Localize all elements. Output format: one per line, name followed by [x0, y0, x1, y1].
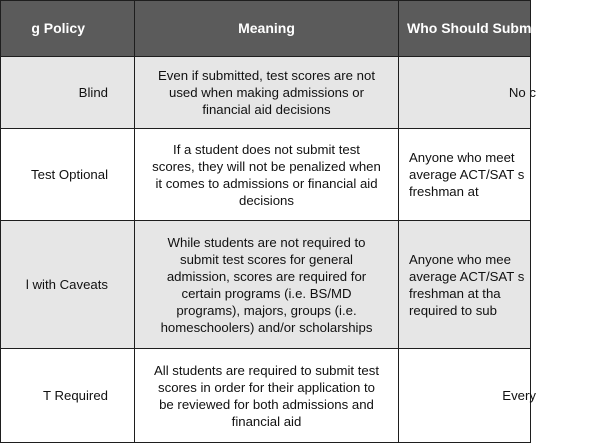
- policy-cell: [1, 57, 135, 129]
- cell-line: All students are required to submit test: [153, 362, 380, 378]
- table-row: [1, 221, 531, 349]
- cell-line: T Required: [43, 388, 108, 403]
- cell-line: Anyone who meet: [409, 150, 515, 165]
- policy-cell: [1, 349, 135, 443]
- table-row: [1, 57, 531, 129]
- meaning-cell: [135, 57, 399, 129]
- cell-line: it comes to admissions or financial aid: [155, 175, 378, 191]
- cell-line: Anyone who mee: [409, 251, 511, 267]
- meaning-cell: [135, 221, 399, 349]
- table-row: [1, 349, 531, 443]
- cell-line: admission, scores are required for: [166, 268, 367, 284]
- who-should-submit-cell: [399, 349, 536, 443]
- header-meaning: Meaning: [135, 1, 399, 57]
- cell-line: decisions: [239, 192, 294, 208]
- cell-line: scores, they will not be penalized when: [152, 158, 381, 174]
- cell-line: scores in order for their application to: [158, 379, 375, 395]
- who-should-submit-cell: [399, 221, 531, 349]
- cell-line: If a student does not submit test: [173, 141, 360, 157]
- policy-cell: [1, 221, 135, 349]
- policy-cell: [1, 129, 135, 221]
- header-policy: g Policy: [1, 1, 135, 57]
- cell-line: programs), majors, groups (i.e.: [176, 302, 357, 318]
- cell-line: Even if submitted, test scores are not: [158, 68, 375, 83]
- cell-line: While students are not required to: [167, 234, 366, 250]
- meaning-cell: [135, 349, 399, 443]
- cell-line: l with Caveats: [25, 277, 108, 292]
- cell-line: homeschoolers) and/or scholarships: [160, 319, 373, 335]
- cell-line: freshman at tha: [409, 285, 501, 301]
- cell-line: financial aid decisions: [202, 102, 331, 117]
- who-should-submit-cell: [399, 129, 531, 221]
- meaning-cell: [135, 129, 399, 221]
- cell-line: average ACT/SAT s: [409, 268, 525, 284]
- cell-line: submit test scores for general: [180, 251, 353, 267]
- cell-line: financial aid: [231, 413, 302, 429]
- cell-line: required to sub: [409, 302, 497, 318]
- header-who-should-submit: Who Should Subm: [399, 1, 531, 57]
- who-should-submit-cell: [399, 57, 536, 129]
- cell-line: used when making admissions or: [169, 85, 364, 100]
- cell-line: No c: [508, 85, 536, 100]
- table-header-row: [1, 1, 531, 57]
- cell-line: certain programs (i.e. BS/MD: [181, 285, 352, 301]
- cell-line: average ACT/SAT s: [409, 167, 525, 182]
- cell-line: freshman at: [409, 184, 479, 199]
- table-row: [1, 129, 531, 221]
- cell-line: Blind: [78, 85, 108, 100]
- cell-line: be reviewed for both admissions and: [159, 396, 374, 412]
- cell-line: Every: [502, 388, 536, 403]
- cell-line: Test Optional: [31, 167, 108, 182]
